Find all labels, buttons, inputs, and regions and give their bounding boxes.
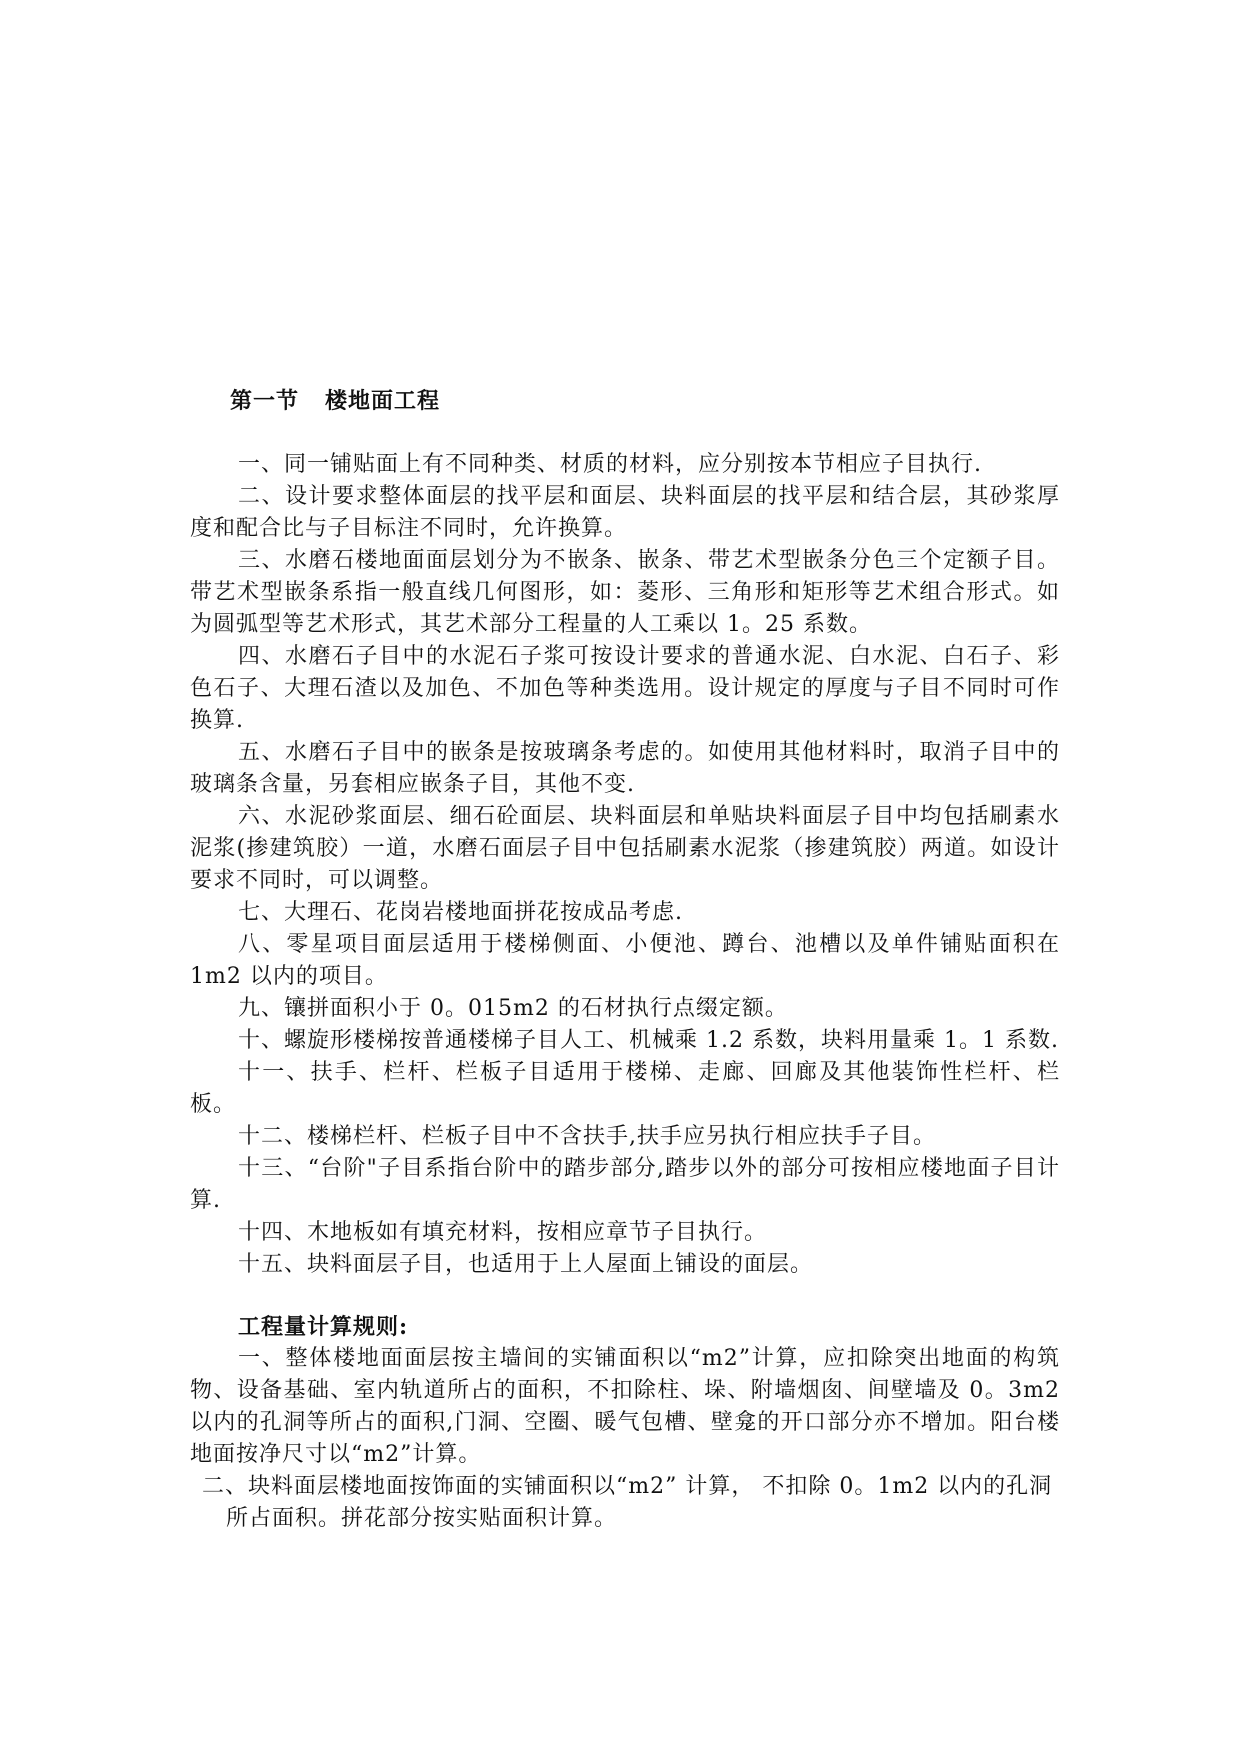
note-paragraph: 十五、块料面层子目，也适用于上人屋面上铺设的面层。	[238, 1252, 814, 1277]
note-paragraph: 十一、扶手、栏杆、栏板子目适用于楼梯、走廊、回廊及其他装饰性栏杆、栏板。	[190, 1060, 1060, 1117]
rules-heading: 工程量计算规则:	[238, 1314, 409, 1340]
section-number: 第一节	[230, 388, 300, 414]
note-paragraph: 八、零星项目面层适用于楼梯侧面、小便池、蹲台、池槽以及单件铺贴面积在 1m2 以内的项目。	[190, 932, 1060, 989]
note-paragraph: 十、螺旋形楼梯按普通楼梯子目人工、机械乘 1.2 系数，块料用量乘 1。1 系数.	[238, 1028, 1059, 1053]
note-paragraph: 四、水磨石子目中的水泥石子浆可按设计要求的普通水泥、白水泥、白石子、彩色石子、大理石渣以及加色、不加色等种类选用。设计规定的厚度与子目不同时可作换算.	[190, 644, 1060, 733]
note-paragraph: 三、水磨石楼地面面层划分为不嵌条、嵌条、带艺术型嵌条分色三个定额子目。带艺术型嵌条系指一般直线几何图形，如：菱形、三角形和矩形等艺术组合形式。如为圆弧型等艺术形式，其艺术部分工程量的人工乘以 1。25 系数。	[190, 548, 1060, 637]
note-paragraph: 十三、“台阶"子目系指台阶中的踏步部分,踏步以外的部分可按相应楼地面子目计算.	[190, 1156, 1060, 1213]
note-paragraph: 五、水磨石子目中的嵌条是按玻璃条考虑的。如使用其他材料时，取消子目中的玻璃条含量，另套相应嵌条子目，其他不变.	[190, 740, 1060, 797]
document-body	[190, 385, 1060, 1535]
note-paragraph: 二、设计要求整体面层的找平层和面层、块料面层的找平层和结合层，其砂浆厚度和配合比与子目标注不同时，允许换算。	[190, 484, 1060, 541]
rule-paragraph: 一、整体楼地面面层按主墙间的实铺面积以“m2”计算，应扣除突出地面的构筑物、设备基础、室内轨道所占的面积，不扣除柱、垛、附墙烟囱、间壁墙及 0。3m2 以内的孔洞等所占的面积,门洞、空圈、暖气包槽、壁龛的开口部分亦不增加。阳台楼地面按净尺寸以“m2”计算。	[190, 1346, 1060, 1467]
section-title	[230, 385, 1060, 417]
rule-paragraph: 二、块料面层楼地面按饰面的实铺面积以“m2” 计算， 不扣除 0。1m2 以内的孔洞所占面积。拼花部分按实贴面积计算。	[202, 1474, 1053, 1531]
note-paragraph: 九、镶拼面积小于 0。015m2 的石材执行点缀定额。	[238, 996, 788, 1021]
note-paragraph: 六、水泥砂浆面层、细石砼面层、块料面层和单贴块料面层子目中均包括刷素水泥浆(掺建筑胶）一道，水磨石面层子目中包括刷素水泥浆（掺建筑胶）两道。如设计要求不同时，可以调整。	[190, 804, 1060, 893]
note-paragraph: 十四、木地板如有填充材料，按相应章节子目执行。	[238, 1220, 768, 1245]
note-paragraph: 七、大理石、花岗岩楼地面拼花按成品考虑.	[238, 900, 683, 925]
section-name: 楼地面工程	[325, 388, 441, 414]
note-paragraph: 一、同一铺贴面上有不同种类、材质的材料，应分别按本节相应子目执行.	[238, 452, 982, 477]
note-paragraph: 十二、楼梯栏杆、栏板子目中不含扶手,扶手应另执行相应扶手子目。	[238, 1124, 936, 1149]
